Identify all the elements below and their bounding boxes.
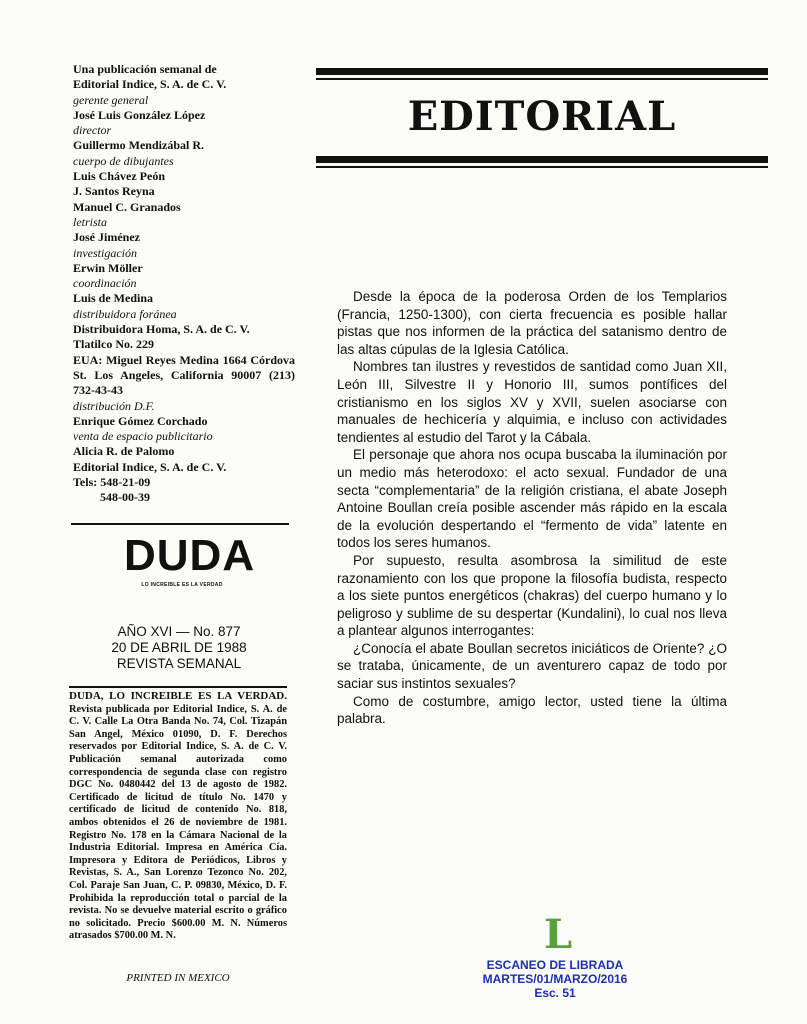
issue-info — [73, 624, 285, 672]
credit-name: Luis Chávez Peón — [73, 169, 166, 184]
credit-role: cuerpo de dibujantes — [73, 153, 174, 168]
paragraph: Por supuesto, resulta asombrosa la similitud de este razonamiento con los que propone la filosofía budista, respecto a los siete puntos energéticos (chakras) del cuerpo humano y lo peligroso y sublime de su despertar (Kundalini), lo cual nos lleva a plantear algunos interrogantes: — [337, 552, 727, 639]
title-rule-bottom — [316, 156, 768, 163]
duda-tagline: LO INCREIBLE ES LA VERDAD — [141, 582, 223, 588]
legal-heading: DUDA, LO INCREIBLE ES LA VERDAD. — [69, 690, 287, 702]
credit-block — [73, 154, 295, 215]
page-title: EDITORIAL — [407, 93, 677, 140]
telephone-line: 548-00-39 — [100, 490, 150, 505]
credit-name: Manuel C. Granados — [73, 199, 181, 214]
credit-block — [73, 215, 295, 246]
credit-role: director — [73, 123, 112, 138]
issue-date: 20 DE ABRIL DE 1988 — [111, 640, 247, 655]
scan-credit-line: ESCANEO DE LIBRADA — [486, 958, 624, 972]
credit-name: Guillermo Mendizábal R. — [73, 138, 204, 153]
credit-name: Alicia R. de Palomo — [73, 444, 175, 459]
printed-in: PRINTED IN MEXICO — [126, 972, 230, 984]
duda-logo: DUDA — [124, 531, 256, 580]
legal-text: Revista publicada por Editorial Indice, S. A. de C. V. Calle La Otra Banda No. 74, Col. Tizapán San Angel, México 01090, D. F. Derechos reservados por Editorial Indice, S. A. de C. V. Publicación semanal autorizada como correspondencia de segunda clase con registro DGC No. 0480442 del 13 de agosto de 1982. Certificado de licitud de título No. 1470 y certificado de licitud de contenido No. 818, ambos obtenidos el 26 de noviembre de 1981. Registro No. 178 en la Cámara Nacional de la Industria Editorial. Impresa en América Cía. Impresora y Editora de Periódicos, Libros y Revistas, S. A., San Lorenzo Tezonco No. 202, Col. Paraje San Juan, C. P. 09830, México, D. F. Prohibida la reproducción total o parcial de la revista. No se devuelve material escrito o gráfico no solicitado. Precio $600.00 M. N. Números atrasados $700.00 M. N. — [69, 703, 287, 942]
editorial-name: Editorial Indice, S. A. de C. V. — [73, 459, 227, 474]
legal-notice — [69, 690, 287, 943]
divider — [71, 523, 289, 525]
publisher-line: Una publicación semanal de — [73, 62, 217, 76]
credit-block — [73, 93, 295, 124]
divider — [69, 686, 287, 688]
credit-block — [73, 399, 295, 430]
editorial-body — [337, 288, 727, 728]
credit-role: coordinación — [73, 276, 137, 291]
credit-block — [73, 246, 295, 277]
credit-block — [73, 429, 295, 460]
title-rule-bottom-thin — [316, 166, 768, 168]
masthead-credits — [73, 62, 295, 506]
credit-name: José Luis González López — [73, 107, 206, 122]
eua-distributor: EUA: Miguel Reyes Medina 1664 Córdova St. Los Angeles, California 90007 (213) 732-43-43 — [73, 352, 295, 398]
title-rule-top-thin — [316, 78, 768, 80]
credit-role: gerente general — [73, 92, 149, 107]
credit-name: Tlatilco No. 229 — [73, 337, 154, 352]
paragraph: Nombres tan ilustres y revestidos de santidad como Juan XII, León III, Silvestre II y Honorio III, sumos pontífices del cristianismo en los siglos XV y XVII, suelen asociarse con manuales de hechicería y alquimia, e incluso con actividades tendientes al estudio del Tarot y la Cábala. — [337, 359, 727, 445]
scan-credit-line: Esc. 51 — [534, 986, 576, 1000]
paragraph: Desde la época de la poderosa Orden de los Templarios (Francia, 1250-1300), con cierta frecuencia es posible hallar pistas que nos informen de la práctica del satanismo dentro de las altas cúpulas de la Iglesia Católica. — [337, 289, 727, 357]
issue-type: REVISTA SEMANAL — [116, 656, 242, 671]
credit-name: Erwin Möller — [73, 260, 143, 275]
credit-block — [73, 123, 295, 154]
paragraph: ¿Conocía el abate Boullan secretos iniciáticos de Oriente? ¿O se trataba, únicamente, de un aventurero capaz de todo por saciar sus instintos sexuales? — [337, 640, 727, 692]
publisher-line: Editorial Indice, S. A. de C. V. — [73, 77, 227, 92]
credit-role: investigación — [73, 245, 137, 260]
credit-name: J. Santos Reyna — [73, 184, 155, 199]
credit-block — [73, 307, 295, 353]
paragraph: Como de costumbre, amigo lector, usted tiene la última palabra. — [337, 693, 727, 727]
credit-block — [73, 276, 295, 307]
credit-name: José Jiménez — [73, 230, 140, 245]
title-rule-top — [316, 68, 768, 75]
telephone-line: Tels: 548-21-09 — [73, 475, 151, 490]
paragraph: El personaje que ahora nos ocupa buscaba la iluminación por un medio más heterodoxo: el acto sexual. Fundador de una secta “complementaria” de la religión cristiana, el abate Joseph Antoine Boullan creía posible ascender más rápido en la escala de la evolución despertando el “fermento de vida” latente en todos los seres humanos. — [337, 447, 727, 551]
credit-role: letrista — [73, 214, 108, 229]
scan-credit — [470, 958, 640, 1000]
credit-name: Distribuidora Homa, S. A. de C. V. — [73, 322, 250, 337]
scanner-logo: L — [543, 911, 573, 958]
credit-role: distribución D.F. — [73, 398, 155, 413]
credit-role: distribuidora foránea — [73, 306, 177, 321]
credit-name: Enrique Gómez Corchado — [73, 413, 208, 428]
credit-name: Luis de Medina — [73, 291, 154, 306]
scan-credit-line: MARTES/01/MARZO/2016 — [482, 972, 628, 986]
credit-role: venta de espacio publicitario — [73, 429, 213, 444]
issue-number: AÑO XVI — No. 877 — [117, 624, 241, 639]
